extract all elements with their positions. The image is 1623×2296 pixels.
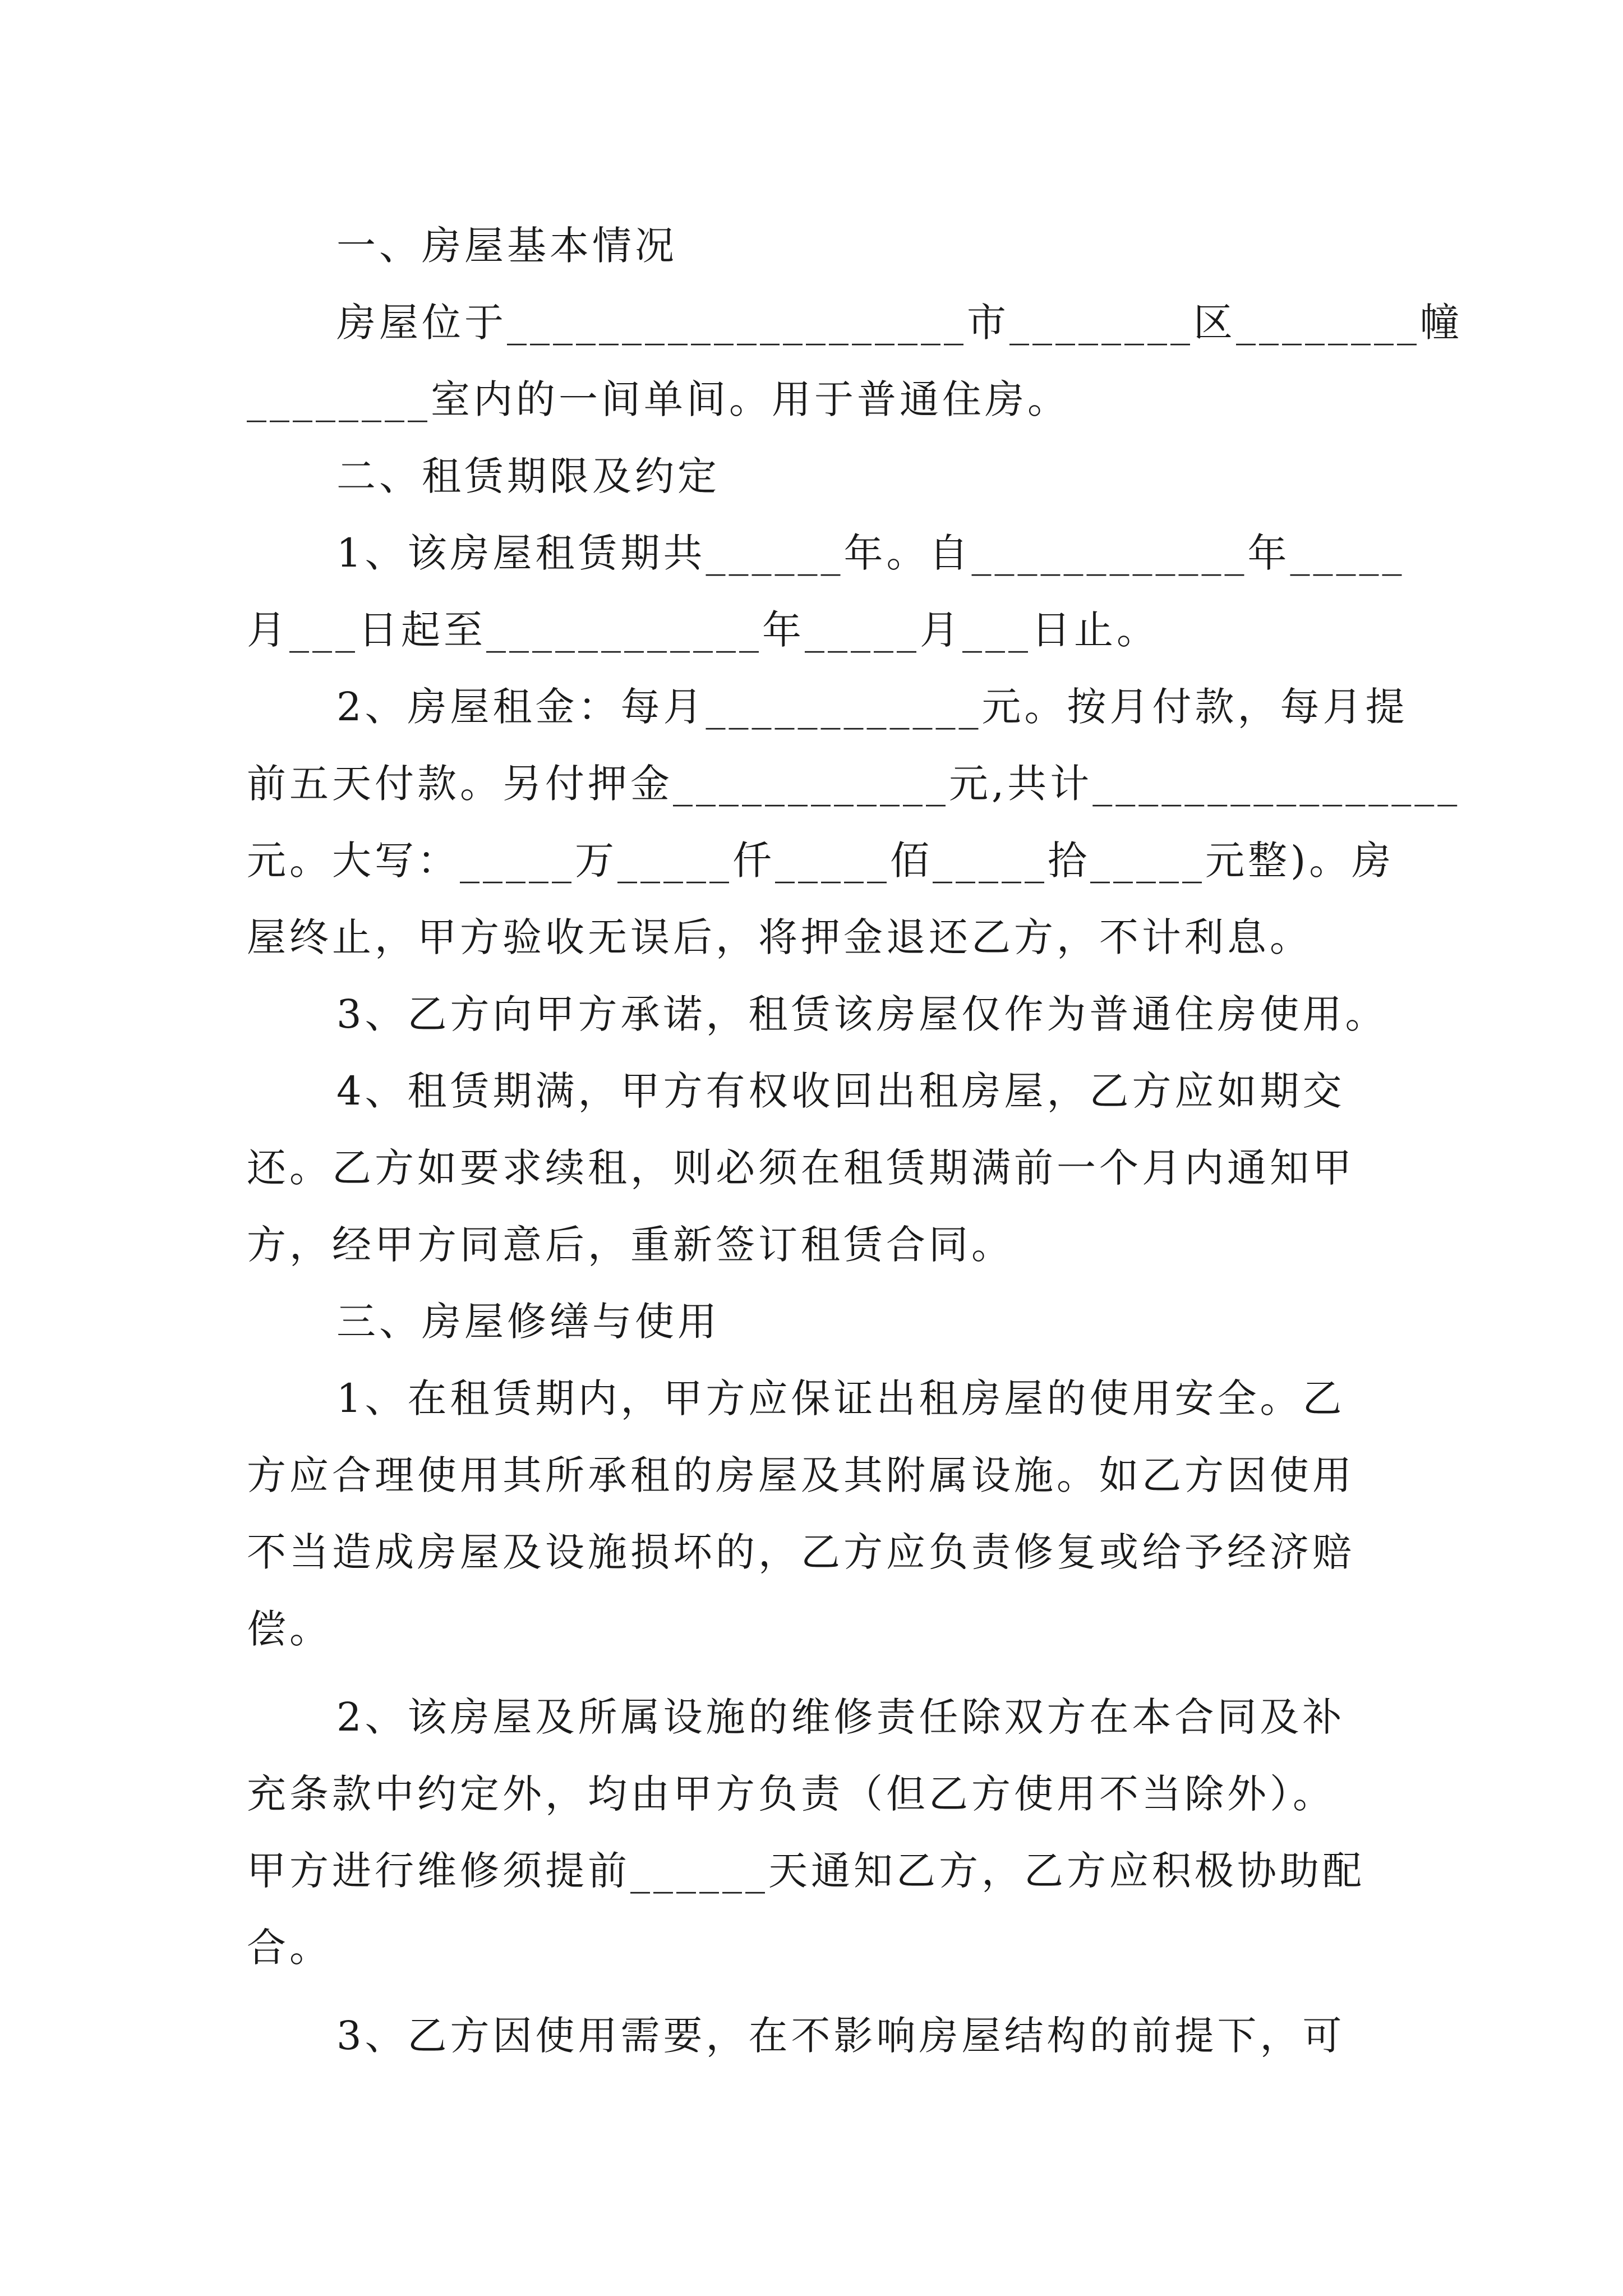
section-heading-3: 三、房屋修缮与使用 xyxy=(336,1299,720,1345)
text-line: 充条款中约定外，均由甲方负责（但乙方使用不当除外）。 xyxy=(247,1771,1335,1817)
text-line: 还。乙方如要求续租，则必须在租赁期满前一个月内通知甲 xyxy=(247,1145,1355,1191)
text-line: 月___日起至____________年_____月___日止。 xyxy=(247,607,1159,653)
text-line: 前五天付款。另付押金____________元,共计________________ xyxy=(247,761,1461,807)
text-line: 2、该房屋及所属设施的维修责任除双方在本合同及补 xyxy=(336,1694,1345,1740)
contract-body xyxy=(247,208,1463,2074)
section-heading-2: 二、租赁期限及约定 xyxy=(336,453,720,499)
text-line: 不当造成房屋及设施损坏的，乙方应负责修复或给予经济赔 xyxy=(247,1529,1355,1575)
text-line: 3、乙方因使用需要，在不影响房屋结构的前提下，可 xyxy=(336,2013,1345,2059)
text-line: 3、乙方向甲方承诺，租赁该房屋仅作为普通住房使用。 xyxy=(336,991,1388,1037)
section-heading-1: 一、房屋基本情况 xyxy=(336,223,677,269)
text-line: 方应合理使用其所承租的房屋及其附属设施。如乙方因使用 xyxy=(247,1452,1355,1498)
text-line: 元。大写：_____万_____仟_____佰_____拾_____元整)。房 xyxy=(247,838,1395,884)
text-line: 4、租赁期满，甲方有权收回出租房屋，乙方应如期交 xyxy=(336,1068,1345,1114)
text-line: 甲方进行维修须提前______天通知乙方，乙方应积极协助配 xyxy=(247,1848,1365,1894)
text-line: ________室内的一间单间。用于普通住房。 xyxy=(247,376,1070,422)
text-line: 偿。 xyxy=(247,1606,332,1652)
text-line: 屋终止，甲方验收无误后，将押金退还乙方，不计利息。 xyxy=(247,914,1312,960)
text-line: 房屋位于____________________市________区________幢 xyxy=(336,300,1463,346)
text-line: 2、房屋租金：每月____________元。按月付款，每月提 xyxy=(336,684,1408,730)
text-line: 合。 xyxy=(247,1925,332,1971)
text-line: 方，经甲方同意后，重新签订租赁合同。 xyxy=(247,1222,1014,1268)
text-line: 1、在租赁期内，甲方应保证出租房屋的使用安全。乙 xyxy=(336,1375,1345,1421)
text-line: 1、该房屋租赁期共______年。自____________年_____ xyxy=(336,530,1405,576)
